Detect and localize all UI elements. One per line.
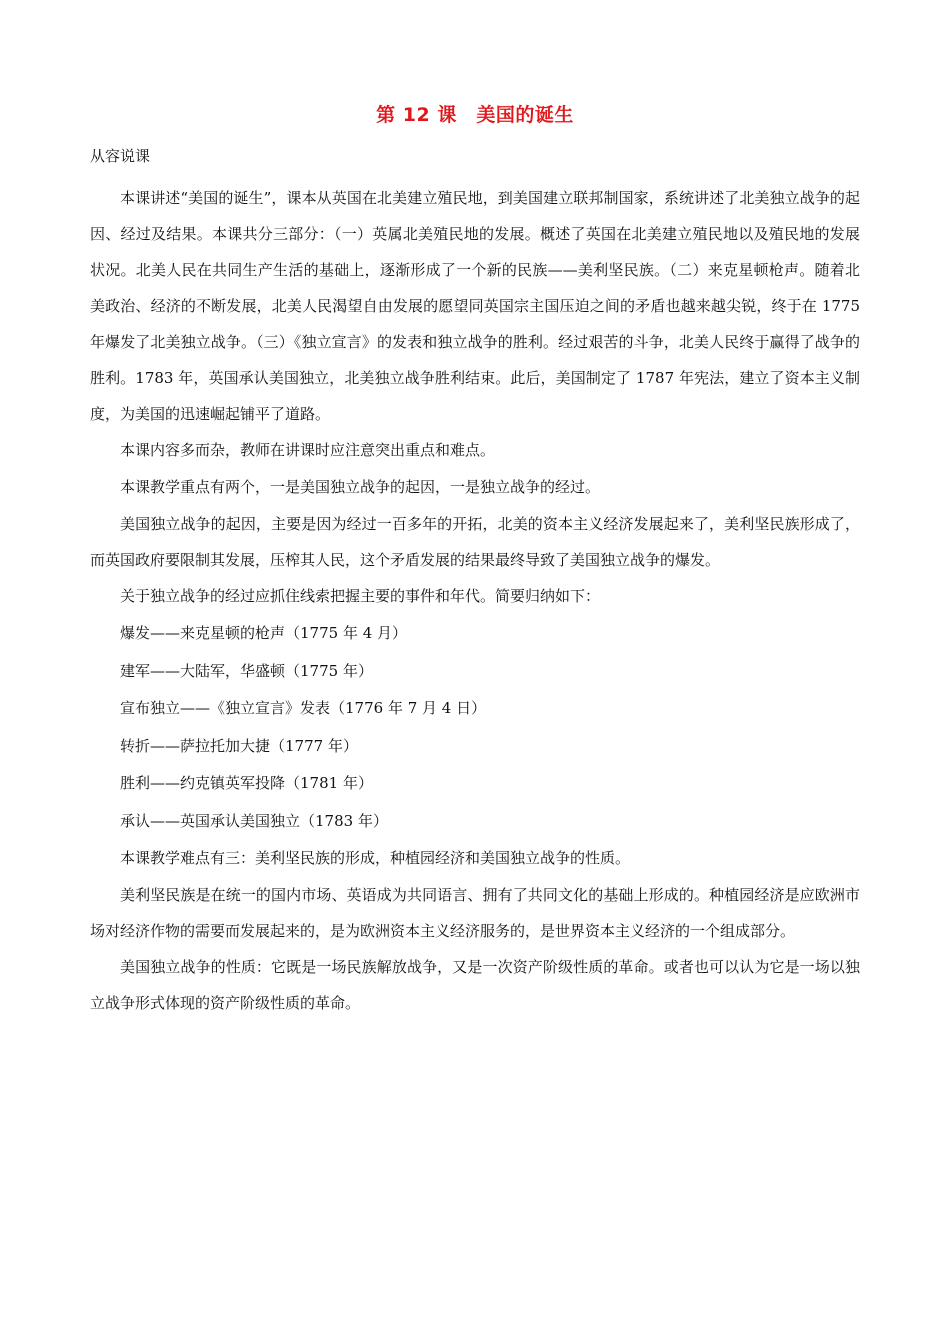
timeline-item: 建军——大陆军，华盛顿（1775 年） <box>120 661 373 680</box>
note-paragraph: 本课内容多而杂，教师在讲课时应注意突出重点和难点。 <box>120 441 496 459</box>
timeline-item: 承认——英国承认美国独立（1783 年） <box>120 811 388 830</box>
timeline-item: 宣布独立——《独立宣言》发表（1776 年 7 月 4 日） <box>120 699 487 717</box>
timeline-item: 爆发——来克星顿的枪声（1775 年 4 月） <box>120 624 408 642</box>
difficulties-paragraph: 本课教学难点有三：美利坚民族的形成，种植园经济和美国独立战争的性质。 <box>120 849 631 867</box>
intro-paragraph: 本课讲述“美国的诞生”，课本从英国在北美建立殖民地，到美国建立联邦制国家，系统讲述了北美独立战争的起因、经过及结果。本课共分三部分：（一）英属北美殖民地的发展。概述了英国在北美建立殖民地以及殖民地的发展状况。北美人民在共同生产生活的基础上，逐渐形成了一个新的民族——美利坚民族。（二）来克星顿枪声。随着北美政治、经济的不断发展，北美人民渴望自由发展的愿望同英国宗主国压迫之间的矛盾也越来越尖锐，终于在 1775 年爆发了北美独立战争。（三）《独立宣言》的发表和独立战争的胜利。经过艰苦的斗争，北美人民终于赢得了战争的胜利。1783 年，英国承认美国独立，北美独立战争胜利结束。此后，美国制定了 1787 年宪法，建立了资本主义制度，为美国的迅速崛起铺平了道路。 <box>90 189 860 423</box>
page-title: 第 12 课 美国的诞生 <box>376 104 574 126</box>
timeline-item: 转折——萨拉托加大捷（1777 年） <box>120 736 358 755</box>
causes-paragraph: 美国独立战争的起因，主要是因为经过一百多年的开拓，北美的资本主义经济发展起来了，美利坚民族形成了，而英国政府要限制其发展，压榨其人民，这个矛盾发展的结果最终导致了美国独立战争的爆发。 <box>90 515 860 569</box>
timeline-list <box>90 615 860 840</box>
section-label: 从容说课 <box>90 147 151 165</box>
nation-economy-paragraph: 美利坚民族是在统一的国内市场、英语成为共同语言、拥有了共同文化的基础上形成的。种植园经济是应欧洲市场对经济作物的需要而发展起来的，是为欧洲资本主义经济服务的，是世界资本主义经济的一个组成部分。 <box>90 886 860 940</box>
process-intro-paragraph: 关于独立战争的经过应抓住线索把握主要的事件和年代。简要归纳如下： <box>120 587 601 605</box>
war-nature-paragraph: 美国独立战争的性质：它既是一场民族解放战争，又是一次资产阶级性质的革命。或者也可以认为它是一场以独立战争形式体现的资产阶级性质的革命。 <box>90 958 860 1012</box>
key-points-paragraph: 本课教学重点有两个，一是美国独立战争的起因，一是独立战争的经过。 <box>120 478 601 496</box>
document-body <box>90 180 860 1021</box>
timeline-item: 胜利——约克镇英军投降（1781 年） <box>120 774 373 792</box>
